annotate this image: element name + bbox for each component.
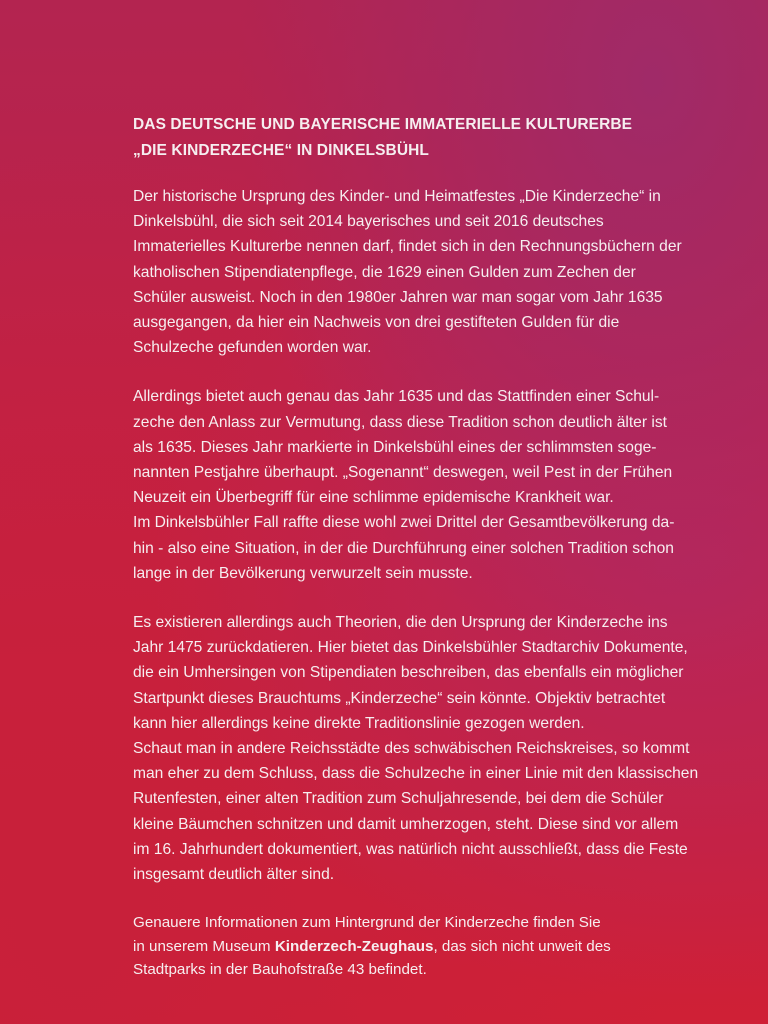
- text-line: kleine Bäumchen schnitzen und damit umherzogen, steht. Diese sind vor allem: [133, 815, 679, 833]
- text-line: hin - also eine Situation, in der die Durchführung einer solchen Tradition schon: [133, 539, 674, 557]
- paragraph-plague: [133, 384, 693, 586]
- text-line: Der historische Ursprung des Kinder- und Heimatfestes „Die Kinderzeche“ in: [133, 188, 661, 205]
- text-line: Es existieren allerdings auch Theorien, die den Ursprung der Kinderzeche ins: [133, 614, 668, 632]
- paragraph-museum-info: [133, 911, 693, 982]
- text-line-museum: [133, 935, 693, 959]
- text-line: Immaterielles Kulturerbe nennen darf, findet sich in den Rechnungsbüchern der: [133, 238, 682, 256]
- heading: [133, 112, 693, 164]
- text-line: die ein Umhersingen von Stipendiaten beschreiben, das ebenfalls ein möglicher: [133, 664, 684, 682]
- text-line: Schaut man in andere Reichsstädte des schwäbischen Reichskreises, so kommt: [133, 740, 690, 758]
- text-line: Rutenfesten, einer alten Tradition zum Schuljahresende, bei dem die Schüler: [133, 790, 664, 808]
- text-line: Allerdings bietet auch genau das Jahr 1635 und das Stattfinden einer Schul-: [133, 388, 660, 406]
- info-panel: [133, 112, 699, 1006]
- text-line: Schulzeche gefunden worden war.: [133, 339, 372, 357]
- text-line: lange in der Bevölkerung verwurzelt sein musste.: [133, 564, 473, 582]
- text-fragment: in unserem Museum: [133, 937, 275, 955]
- text-fragment: , das sich nicht unweit des: [433, 937, 611, 955]
- text-line: katholischen Stipendiatenpflege, die 1629 einen Gulden zum Zechen der: [133, 263, 636, 281]
- text-line: nannten Pestjahre überhaupt. „Sogenannt“ deswegen, weil Pest in der Frühen: [133, 464, 673, 482]
- text-line: man eher zu dem Schluss, dass die Schulzeche in einer Linie mit den klassischen: [133, 765, 699, 783]
- text-line: Im Dinkelsbühler Fall raffte diese wohl zwei Drittel der Gesamtbevölkerung da-: [133, 514, 675, 532]
- text-line: als 1635. Dieses Jahr markierte in Dinkelsbühl eines der schlimmsten soge-: [133, 438, 657, 456]
- text-line: Neuzeit ein Überbegriff für eine schlimme epidemische Krankheit war.: [133, 489, 614, 507]
- text-line: Dinkelsbühl, die sich seit 2014 bayerisches und seit 2016 deutsches: [133, 213, 604, 231]
- text-line: Genauere Informationen zum Hintergrund der Kinderzeche finden Sie: [133, 914, 601, 932]
- text-line: Startpunkt dieses Brauchtums „Kinderzeche“ sein könnte. Objektiv betrachtet: [133, 689, 666, 707]
- paragraph-theories: [133, 610, 699, 887]
- museum-name: Kinderzech-Zeughaus: [274, 937, 434, 955]
- heading-line-1: DAS DEUTSCHE UND BAYERISCHE IMMATERIELLE KULTURERBE: [133, 116, 633, 133]
- text-line: Schüler ausweist. Noch in den 1980er Jahren war man sogar vom Jahr 1635: [133, 288, 663, 306]
- text-line: Jahr 1475 zurückdatieren. Hier bietet das Dinkelsbühler Stadtarchiv Dokumente,: [133, 639, 688, 657]
- text-line: ausgegangen, da hier ein Nachweis von drei gestifteten Gulden für die: [133, 314, 620, 332]
- paragraph-origin: [133, 184, 693, 360]
- text-line: kann hier allerdings keine direkte Traditionslinie gezogen werden.: [133, 714, 585, 732]
- text-line: im 16. Jahrhundert dokumentiert, was natürlich nicht ausschließt, dass die Feste: [133, 840, 688, 858]
- text-line: insgesamt deutlich älter sind.: [133, 866, 335, 884]
- heading-line-2: „DIE KINDERZECHE“ IN DINKELSBÜHL: [133, 142, 429, 159]
- text-line: Stadtparks in der Bauhofstraße 43 befindet.: [133, 961, 427, 979]
- text-line: zeche den Anlass zur Vermutung, dass diese Tradition schon deutlich älter ist: [133, 413, 667, 431]
